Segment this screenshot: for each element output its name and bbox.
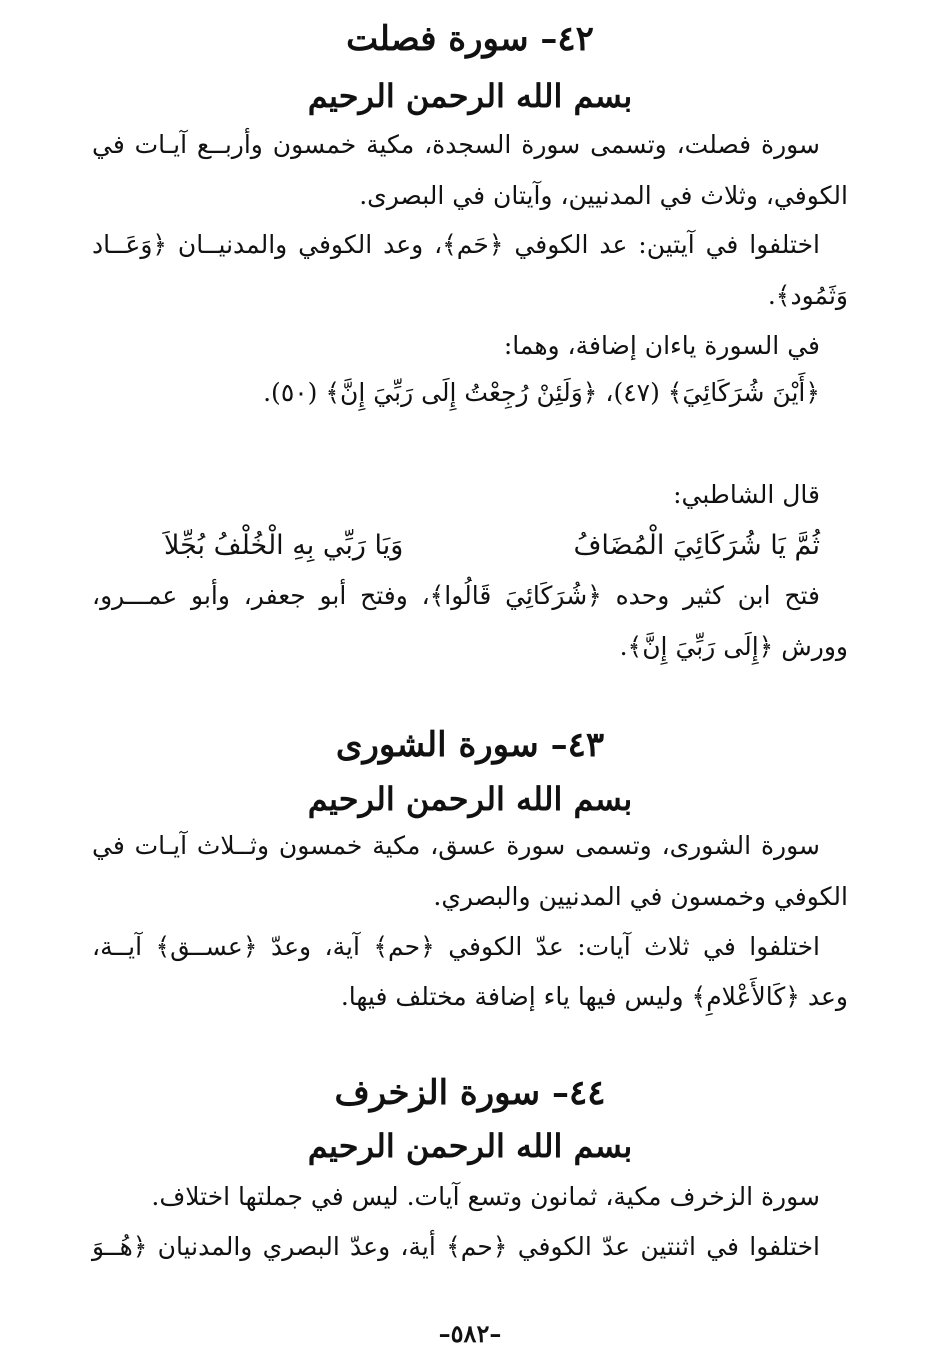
page-number: –٥٨٢– [438, 1319, 502, 1348]
surah-42-dispute-line-2: وَثَمُود﴾. [767, 281, 848, 310]
surah-42-dispute-line-1: اختلفوا في آيتين: عد الكوفي ﴿حَم﴾، وعد الكوفي والمدنيــان ﴿وَعَــاد [92, 230, 820, 259]
surah-43-intro-line-2: الكوفي وخمسون في المدنيين والبصري. [433, 882, 848, 911]
surah-42-idafa-intro: في السورة ياءان إضافة، وهما: [503, 331, 820, 360]
surah-43-basmala: بسم الله الرحمن الرحيم [307, 780, 633, 818]
shatibi-label: قال الشاطبي: [673, 480, 820, 509]
surah-42-basmala: بسم الله الرحمن الرحيم [307, 77, 633, 115]
surah-44-title: ٤٤– سورة الزخرف [334, 1073, 606, 1113]
surah-42-recitation-line-2: وورش ﴿إِلَى رَبِّيَ إِنَّ﴾. [619, 632, 848, 661]
surah-43-dispute-line-1: اختلفوا في ثلاث آيات: عدّ الكوفي ﴿حم﴾ آية، وعدّ ﴿عســق﴾ آيــة، [92, 932, 820, 961]
surah-42-intro-line-2: الكوفي، وثلاث في المدنيين، وآيتان في البصرى. [359, 181, 848, 210]
surah-42-intro-line-1: سورة فصلت، وتسمى سورة السجدة، مكية خمسون وأربــع آيـات في [92, 130, 820, 159]
surah-42-idafa-list: ﴿أَيْنَ شُرَكَائِيَ﴾ (٤٧)، ﴿وَلَئِنْ رُجِعْتُ إِلَى رَبِّيَ إِنَّ﴾ (٥٠). [263, 378, 820, 407]
surah-43-title: ٤٣– سورة الشورى [335, 725, 605, 765]
surah-42-title: ٤٢– سورة فصلت [346, 19, 594, 59]
surah-44-basmala: بسم الله الرحمن الرحيم [307, 1127, 633, 1165]
surah-43-intro-line-1: سورة الشورى، وتسمى سورة عسق، مكية خمسون وثــلاث آيـات في [92, 831, 820, 860]
surah-42-recitation-line-1: فتح ابن كثير وحده ﴿شُرَكَائِيَ قَالُوا﴾، وفتح أبو جعفر، وأبو عمـــرو، [92, 581, 820, 610]
surah-44-intro-line-1: سورة الزخرف مكية، ثمانون وتسع آيات. ليس في جملتها اختلاف. [151, 1182, 820, 1211]
book-page [92, 0, 848, 1367]
poem-verse-right: ثُمَّ يَا شُرَكَائِيَ الْمُضَافُ [573, 530, 820, 561]
surah-44-dispute-line-1: اختلفوا في اثنتين عدّ الكوفي ﴿حم﴾ أية، وعدّ البصري والمدنيان ﴿هُــوَ [92, 1232, 820, 1261]
poem-verse-left: وَيَا رَبِّي بِهِ الْخُلْفُ بُجِّلاَ [164, 530, 404, 561]
surah-43-dispute-line-2: وعد ﴿كَالأَعْلامِ﴾ وليس فيها ياء إضافة مختلف فيها. [340, 982, 848, 1011]
